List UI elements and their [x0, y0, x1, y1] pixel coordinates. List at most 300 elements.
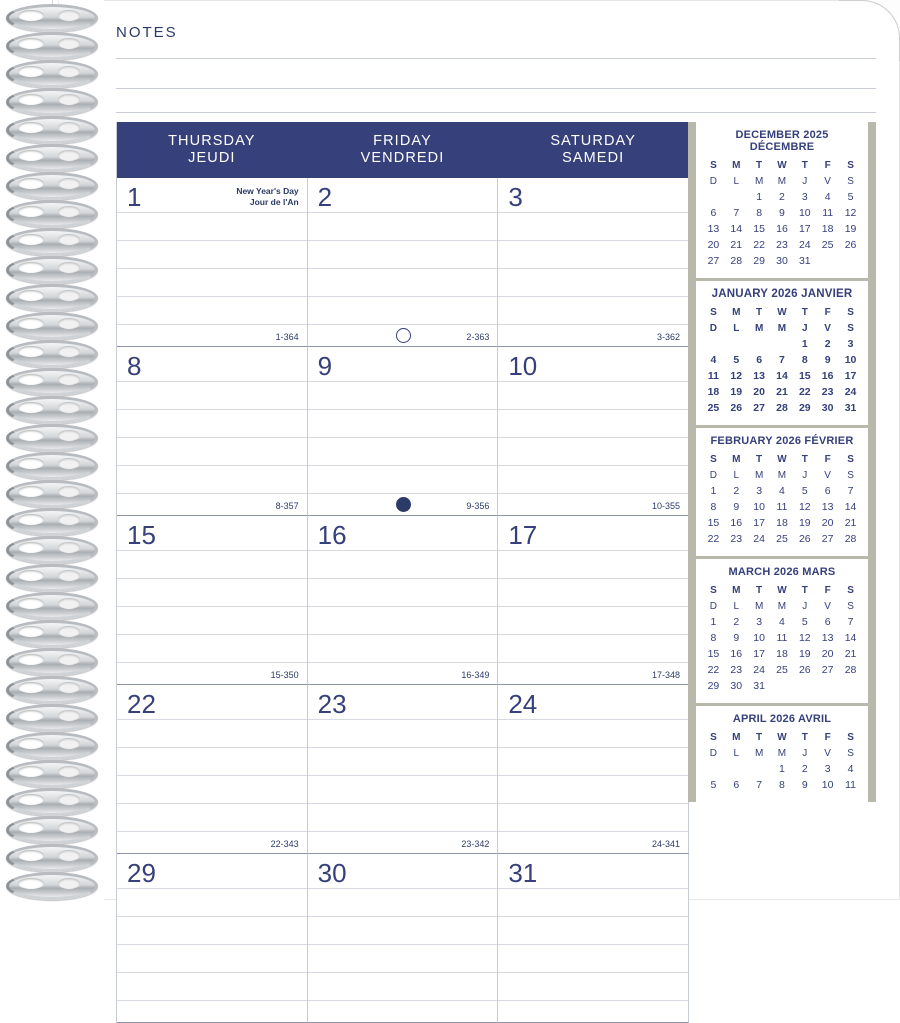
- full-moon-icon: [396, 497, 411, 512]
- writing-line: [308, 888, 498, 889]
- mini-calendar-day[interactable]: 13: [821, 500, 834, 513]
- mini-calendar-day[interactable]: 20: [753, 385, 765, 398]
- mini-calendar-day[interactable]: 14: [844, 631, 857, 644]
- mini-calendar-day[interactable]: 27: [821, 532, 834, 545]
- mini-calendar-day[interactable]: 2: [733, 484, 740, 497]
- dow-cell: S: [710, 306, 717, 318]
- day-cell-22[interactable]: [117, 685, 308, 854]
- mini-calendar-title: DECEMBER 2025 DÉCEMBRE: [735, 129, 829, 153]
- mini-calendar-empty: [702, 336, 725, 352]
- mini-calendar-day[interactable]: 26: [730, 401, 743, 414]
- dow-cell: V: [824, 322, 831, 334]
- mini-calendar-day[interactable]: 6: [824, 484, 831, 497]
- dow-cell: F: [824, 584, 831, 596]
- notes-title: NOTES: [116, 24, 178, 41]
- mini-calendar-table: [702, 304, 862, 416]
- mini-calendar-day[interactable]: 3: [847, 337, 854, 350]
- mini-calendar-day[interactable]: 19: [798, 516, 811, 529]
- mini-calendar-day[interactable]: 28: [730, 254, 743, 267]
- dow-cell: W: [777, 584, 787, 596]
- mini-calendar-day[interactable]: 19: [798, 647, 811, 660]
- mini-calendar-empty: [725, 189, 748, 205]
- mini-calendar-day[interactable]: 28: [844, 532, 857, 545]
- writing-line: [308, 324, 498, 325]
- mini-calendar-day[interactable]: 7: [847, 484, 854, 497]
- mini-calendar-day[interactable]: 18: [776, 647, 788, 660]
- mini-calendar-day[interactable]: 15: [753, 222, 765, 235]
- day-of-year-count: 2-363: [466, 332, 490, 342]
- day-cell-8[interactable]: [117, 347, 308, 516]
- mini-calendar-day[interactable]: 4: [824, 190, 831, 203]
- mini-calendar-day[interactable]: 25: [821, 238, 834, 251]
- mini-calendar-day[interactable]: 5: [733, 353, 740, 366]
- day-of-year-count: 17-348: [651, 670, 681, 680]
- dow-cell: S: [847, 747, 854, 759]
- day-number: 29: [127, 858, 156, 888]
- spiral-coil: [6, 648, 92, 674]
- spiral-coil: [6, 452, 92, 478]
- spiral-coil: [6, 508, 92, 534]
- spiral-coil: [6, 816, 92, 842]
- mini-calendar-day[interactable]: 25: [776, 663, 788, 676]
- mini-calendar-day[interactable]: 11: [776, 500, 788, 513]
- mini-calendar-day[interactable]: 29: [798, 401, 811, 414]
- dow-cell: D: [709, 322, 718, 334]
- mini-calendar-day[interactable]: 17: [844, 369, 857, 382]
- mini-calendar-day[interactable]: 20: [821, 516, 834, 529]
- mini-calendar-day[interactable]: 28: [844, 663, 857, 676]
- dow-cell: M: [754, 322, 764, 334]
- writing-line: [308, 747, 498, 748]
- mini-calendar-empty: [816, 678, 839, 694]
- mini-calendar-day[interactable]: 2: [779, 190, 785, 203]
- mini-calendar-day[interactable]: 10: [753, 631, 765, 644]
- writing-line: [498, 465, 688, 466]
- mini-calendar-day[interactable]: 31: [753, 679, 765, 692]
- day-number: 22: [127, 689, 156, 719]
- spiral-coil: [6, 200, 92, 226]
- mini-calendar-day[interactable]: 26: [798, 663, 811, 676]
- mini-calendar-day[interactable]: 22: [798, 385, 811, 398]
- day-of-year-count: 22-343: [270, 839, 299, 849]
- mini-calendar-day[interactable]: 18: [707, 385, 720, 398]
- mini-calendar-day[interactable]: 24: [798, 238, 811, 251]
- writing-line: [308, 831, 498, 832]
- writing-line: [498, 550, 688, 551]
- spiral-coil: [6, 4, 92, 30]
- writing-line: [498, 1000, 688, 1001]
- mini-calendar-empty: [702, 761, 725, 777]
- mini-calendar-day[interactable]: 11: [707, 369, 719, 382]
- spiral-coil: [6, 480, 92, 506]
- mini-calendar-day[interactable]: 1: [801, 337, 808, 350]
- mini-calendar-day[interactable]: 27: [753, 401, 765, 414]
- mini-calendar-week: [702, 221, 862, 237]
- writing-lines: [308, 347, 498, 515]
- dow-cell: S: [710, 731, 717, 743]
- writing-line: [308, 972, 498, 973]
- dow-cell: S: [847, 600, 854, 612]
- day-cell-24[interactable]: [498, 685, 689, 854]
- mini-calendar-day[interactable]: 14: [844, 500, 857, 513]
- mini-calendar-day[interactable]: 3: [756, 484, 763, 497]
- mini-calendar-day[interactable]: 13: [707, 222, 720, 235]
- day-cell-10[interactable]: [498, 347, 689, 516]
- mini-calendar-day[interactable]: 1: [756, 190, 763, 203]
- writing-line: [498, 578, 688, 579]
- mini-calendar-day[interactable]: 9: [801, 778, 808, 791]
- day-number: 3: [508, 182, 523, 212]
- mini-calendar-empty: [839, 678, 862, 694]
- spiral-coil: [6, 172, 92, 198]
- mini-calendar-table: [702, 451, 862, 547]
- mini-calendar-empty: [793, 678, 816, 694]
- writing-line: [117, 972, 307, 973]
- dow-cell: M: [732, 584, 741, 596]
- writing-line: [117, 240, 307, 241]
- mini-calendar-day[interactable]: 25: [776, 532, 788, 545]
- mini-calendar-dow-en: [702, 451, 862, 467]
- mini-calendar-day[interactable]: 8: [710, 631, 717, 644]
- day-number: 1: [127, 182, 142, 212]
- mini-calendar-title: MARCH 2026 MARS: [728, 566, 836, 578]
- mini-calendar-title: JANUARY 2026 JANVIER: [711, 288, 853, 300]
- mini-calendar-day[interactable]: 26: [844, 238, 857, 251]
- writing-line: [308, 916, 498, 917]
- day-header-label-fr: VENDREDI: [360, 150, 445, 166]
- mini-calendar-day[interactable]: 5: [710, 778, 717, 791]
- mini-calendar-day[interactable]: 7: [847, 615, 854, 628]
- day-cell-16[interactable]: [308, 516, 499, 685]
- dow-cell: M: [732, 159, 741, 171]
- mini-calendar-day[interactable]: 10: [753, 500, 765, 513]
- mini-calendar-day[interactable]: 9: [733, 500, 740, 513]
- writing-line: [308, 268, 498, 269]
- mini-calendar-day[interactable]: 21: [776, 385, 788, 398]
- mini-calendar-day[interactable]: 2: [733, 615, 740, 628]
- day-of-year-count: 3-362: [656, 332, 681, 342]
- day-cell-3[interactable]: [498, 178, 689, 347]
- day-cell-30[interactable]: [308, 854, 499, 1023]
- mini-calendar-day[interactable]: 18: [776, 516, 788, 529]
- mini-calendar-day[interactable]: 8: [710, 500, 717, 513]
- dow-cell: M: [754, 469, 764, 481]
- mini-calendar-3: [696, 556, 868, 703]
- mini-calendar-day[interactable]: 5: [801, 484, 808, 497]
- mini-calendar-day[interactable]: 13: [821, 631, 834, 644]
- mini-calendar-day[interactable]: 3: [756, 615, 763, 628]
- mini-calendar-day[interactable]: 31: [844, 401, 857, 414]
- day-number: 10: [508, 351, 538, 381]
- mini-calendar-day[interactable]: 19: [844, 222, 857, 235]
- writing-line: [498, 437, 688, 438]
- spiral-coil: [6, 32, 92, 58]
- day-cell-15[interactable]: [117, 516, 308, 685]
- dow-cell: V: [824, 469, 831, 481]
- writing-line: [117, 606, 307, 607]
- mini-calendar-day[interactable]: 12: [798, 631, 811, 644]
- writing-line: [498, 212, 688, 213]
- mini-calendar-day[interactable]: 18: [821, 222, 834, 235]
- mini-calendar-day[interactable]: 27: [707, 254, 720, 267]
- notes-section: [116, 24, 876, 41]
- writing-line: [308, 381, 498, 382]
- mini-calendar-day[interactable]: 22: [753, 238, 765, 251]
- writing-line: [117, 719, 307, 720]
- mini-calendar-day[interactable]: 9: [779, 206, 785, 219]
- day-of-year-count: 15-350: [270, 670, 299, 680]
- mini-calendar-day[interactable]: 17: [753, 516, 765, 529]
- week-grid: [116, 122, 689, 1023]
- writing-line: [498, 268, 688, 269]
- dow-cell: M: [754, 175, 764, 187]
- mini-calendar-empty: [771, 336, 794, 352]
- dow-cell: J: [802, 322, 808, 334]
- writing-line: [498, 719, 688, 720]
- mini-calendar-day[interactable]: 12: [798, 500, 811, 513]
- day-cell-2[interactable]: [308, 178, 499, 347]
- mini-calendar-day[interactable]: 26: [798, 532, 811, 545]
- mini-calendar-day[interactable]: 7: [756, 778, 763, 791]
- mini-calendar-day[interactable]: 23: [821, 385, 834, 398]
- writing-line: [498, 972, 688, 973]
- dow-cell: S: [847, 584, 854, 596]
- mini-calendar-dow-fr: [702, 467, 862, 483]
- mini-calendar-day[interactable]: 21: [730, 238, 743, 251]
- mini-calendar-day[interactable]: 16: [776, 222, 788, 235]
- week-row: [117, 347, 689, 516]
- mini-calendar-day[interactable]: 4: [710, 353, 717, 366]
- writing-line: [498, 634, 688, 635]
- writing-line: [117, 296, 307, 297]
- writing-line: [117, 465, 307, 466]
- dow-cell: L: [733, 469, 740, 481]
- mini-calendar-empty: [839, 253, 862, 269]
- mini-calendar-day[interactable]: 6: [733, 778, 740, 791]
- dow-cell: S: [847, 453, 854, 465]
- mini-calendar-day[interactable]: 14: [776, 369, 788, 382]
- day-number: 15: [127, 520, 156, 550]
- writing-line: [117, 212, 307, 213]
- dow-cell: F: [824, 306, 831, 318]
- day-header-label-en: SATURDAY: [550, 133, 636, 149]
- mini-calendar-day[interactable]: 29: [753, 254, 765, 267]
- dow-cell: S: [847, 306, 854, 318]
- mini-calendar-day[interactable]: 8: [756, 206, 763, 219]
- day-header-label-en: FRIDAY: [373, 133, 432, 149]
- mini-calendar-dow-fr: [702, 598, 862, 614]
- mini-calendar-day[interactable]: 22: [707, 532, 720, 545]
- mini-calendar-day[interactable]: 3: [824, 762, 831, 775]
- mini-calendar-day[interactable]: 7: [779, 353, 785, 366]
- mini-calendar-dow-en: [702, 157, 862, 173]
- day-number: 24: [508, 689, 538, 719]
- spiral-coil: [6, 340, 92, 366]
- mini-calendar-day[interactable]: 14: [730, 222, 743, 235]
- mini-calendar-day[interactable]: 17: [753, 647, 765, 660]
- dow-cell: T: [756, 453, 763, 465]
- mini-calendar-day[interactable]: 12: [844, 206, 857, 219]
- mini-calendar-day[interactable]: 2: [824, 337, 831, 350]
- writing-line: [498, 831, 688, 832]
- mini-calendar-week: [702, 368, 862, 384]
- mini-calendar-day[interactable]: 4: [779, 484, 785, 497]
- writing-line: [117, 888, 307, 889]
- dow-cell: W: [777, 306, 787, 318]
- mini-calendar-day[interactable]: 29: [707, 679, 720, 692]
- mini-calendar-day[interactable]: 4: [847, 762, 854, 775]
- writing-line: [308, 578, 498, 579]
- writing-line: [117, 634, 307, 635]
- dow-cell: M: [754, 747, 764, 759]
- writing-line: [308, 493, 498, 494]
- mini-calendar-day[interactable]: 30: [821, 401, 834, 414]
- mini-calendar-day[interactable]: 21: [844, 647, 857, 660]
- mini-calendar-day[interactable]: 10: [798, 206, 811, 219]
- mini-calendar-day[interactable]: 25: [707, 401, 720, 414]
- dow-cell: W: [777, 731, 787, 743]
- mini-calendar-day[interactable]: 1: [779, 762, 785, 775]
- mini-calendar-week: [702, 678, 862, 694]
- mini-calendar-day[interactable]: 10: [844, 353, 857, 366]
- day-header-label-en: THURSDAY: [168, 133, 256, 149]
- mini-calendar-day[interactable]: 24: [844, 385, 857, 398]
- writing-line: [498, 296, 688, 297]
- dow-cell: S: [847, 159, 854, 171]
- mini-calendar-day[interactable]: 30: [776, 254, 788, 267]
- day-of-year-count: 9-356: [466, 501, 490, 511]
- notes-rule-3: [116, 112, 876, 113]
- mini-calendar-day[interactable]: 27: [821, 663, 834, 676]
- dow-cell: S: [710, 453, 717, 465]
- spiral-coil: [6, 564, 92, 590]
- mini-calendar-day[interactable]: 16: [821, 369, 834, 382]
- mini-calendar-day[interactable]: 20: [821, 647, 834, 660]
- mini-calendar-day[interactable]: 6: [710, 206, 717, 219]
- mini-calendar-week: [702, 614, 862, 630]
- dow-cell: F: [824, 731, 831, 743]
- dow-cell: T: [801, 731, 808, 743]
- mini-calendar-day[interactable]: 9: [733, 631, 740, 644]
- mini-calendar-day[interactable]: 21: [844, 516, 857, 529]
- dow-cell: V: [824, 747, 831, 759]
- mini-calendar-day[interactable]: 1: [710, 615, 717, 628]
- mini-calendar-day[interactable]: 11: [822, 206, 834, 219]
- spiral-coil: [6, 788, 92, 814]
- mini-calendar-week: [702, 662, 862, 678]
- mini-calendar-day[interactable]: 4: [779, 615, 785, 628]
- mini-calendar-day[interactable]: 24: [753, 532, 765, 545]
- mini-calendar-day[interactable]: 19: [730, 385, 743, 398]
- spiral-coil: [6, 844, 92, 870]
- spiral-binding: [0, 0, 104, 900]
- mini-calendar-day[interactable]: 11: [845, 778, 856, 791]
- mini-calendar-day[interactable]: 8: [801, 353, 808, 366]
- dow-cell: S: [710, 584, 717, 596]
- mini-calendar-empty: [748, 336, 771, 352]
- mini-calendar-day[interactable]: 9: [824, 353, 831, 366]
- day-cell-29[interactable]: [117, 854, 308, 1023]
- day-cell-23[interactable]: [308, 685, 499, 854]
- day-cell-1[interactable]: [117, 178, 308, 347]
- day-of-year-count: 24-341: [651, 839, 681, 849]
- mini-calendar-day[interactable]: 5: [801, 615, 808, 628]
- mini-calendar-day[interactable]: 15: [707, 516, 720, 529]
- writing-line: [308, 719, 498, 720]
- mini-calendar-4: [696, 703, 868, 802]
- mini-calendar-day[interactable]: 17: [798, 222, 811, 235]
- spiral-coil: [6, 256, 92, 282]
- writing-line: [498, 916, 688, 917]
- day-cell-17[interactable]: [498, 516, 689, 685]
- spiral-coil: [6, 592, 92, 618]
- dow-cell: S: [710, 159, 717, 171]
- dow-cell: M: [777, 469, 787, 481]
- mini-calendar-day[interactable]: 22: [707, 663, 720, 676]
- spiral-coil: [6, 620, 92, 646]
- mini-calendar-day[interactable]: 23: [730, 663, 743, 676]
- mini-calendar-day[interactable]: 8: [779, 778, 785, 791]
- mini-calendar-day[interactable]: 28: [776, 401, 788, 414]
- mini-calendar-day[interactable]: 24: [753, 663, 765, 676]
- mini-calendar-day[interactable]: 5: [847, 190, 854, 203]
- writing-line: [117, 747, 307, 748]
- spiral-coil: [6, 536, 92, 562]
- mini-calendar-day[interactable]: 11: [776, 631, 788, 644]
- mini-calendar-day[interactable]: 23: [776, 238, 788, 251]
- mini-calendar-day[interactable]: 16: [730, 647, 743, 660]
- mini-calendar-day[interactable]: 16: [730, 516, 743, 529]
- mini-calendar-day[interactable]: 13: [753, 369, 765, 382]
- mini-calendar-day[interactable]: 10: [821, 778, 834, 791]
- dow-cell: W: [777, 159, 787, 171]
- writing-line: [308, 1000, 498, 1001]
- day-header-saturday: [498, 122, 689, 178]
- spiral-coil: [6, 396, 92, 422]
- dow-cell: S: [847, 322, 854, 334]
- mini-calendar-day[interactable]: 15: [707, 647, 720, 660]
- mini-calendar-week: [702, 384, 862, 400]
- mini-calendar-day[interactable]: 30: [730, 679, 743, 692]
- mini-calendar-day[interactable]: 2: [801, 762, 808, 775]
- mini-calendar-day[interactable]: 23: [730, 532, 743, 545]
- mini-calendar-day[interactable]: 12: [730, 369, 743, 382]
- writing-line: [308, 296, 498, 297]
- spiral-coil: [6, 872, 92, 898]
- mini-calendar-day[interactable]: 15: [798, 369, 811, 382]
- writing-line: [498, 747, 688, 748]
- day-cell-31[interactable]: [498, 854, 689, 1023]
- mini-calendar-week: [702, 646, 862, 662]
- mini-calendar-dow-en: [702, 304, 862, 320]
- day-cell-9[interactable]: [308, 347, 499, 516]
- mini-calendar-day[interactable]: 31: [798, 254, 811, 267]
- dow-cell: D: [709, 747, 718, 759]
- mini-calendar-day[interactable]: 6: [756, 353, 763, 366]
- mini-calendar-day[interactable]: 6: [824, 615, 831, 628]
- mini-calendar-day[interactable]: 1: [710, 484, 717, 497]
- mini-calendar-title: APRIL 2026 AVRIL: [732, 713, 832, 725]
- spiral-coil: [6, 88, 92, 114]
- dow-cell: T: [801, 584, 808, 596]
- spiral-coil: [6, 312, 92, 338]
- mini-calendar-day[interactable]: 3: [801, 190, 808, 203]
- mini-calendar-day[interactable]: 20: [707, 238, 720, 251]
- mini-calendar-day[interactable]: 7: [733, 206, 740, 219]
- day-of-year-count: 23-342: [461, 839, 490, 849]
- mini-calendar-2: [696, 425, 868, 556]
- week-row: [117, 178, 689, 347]
